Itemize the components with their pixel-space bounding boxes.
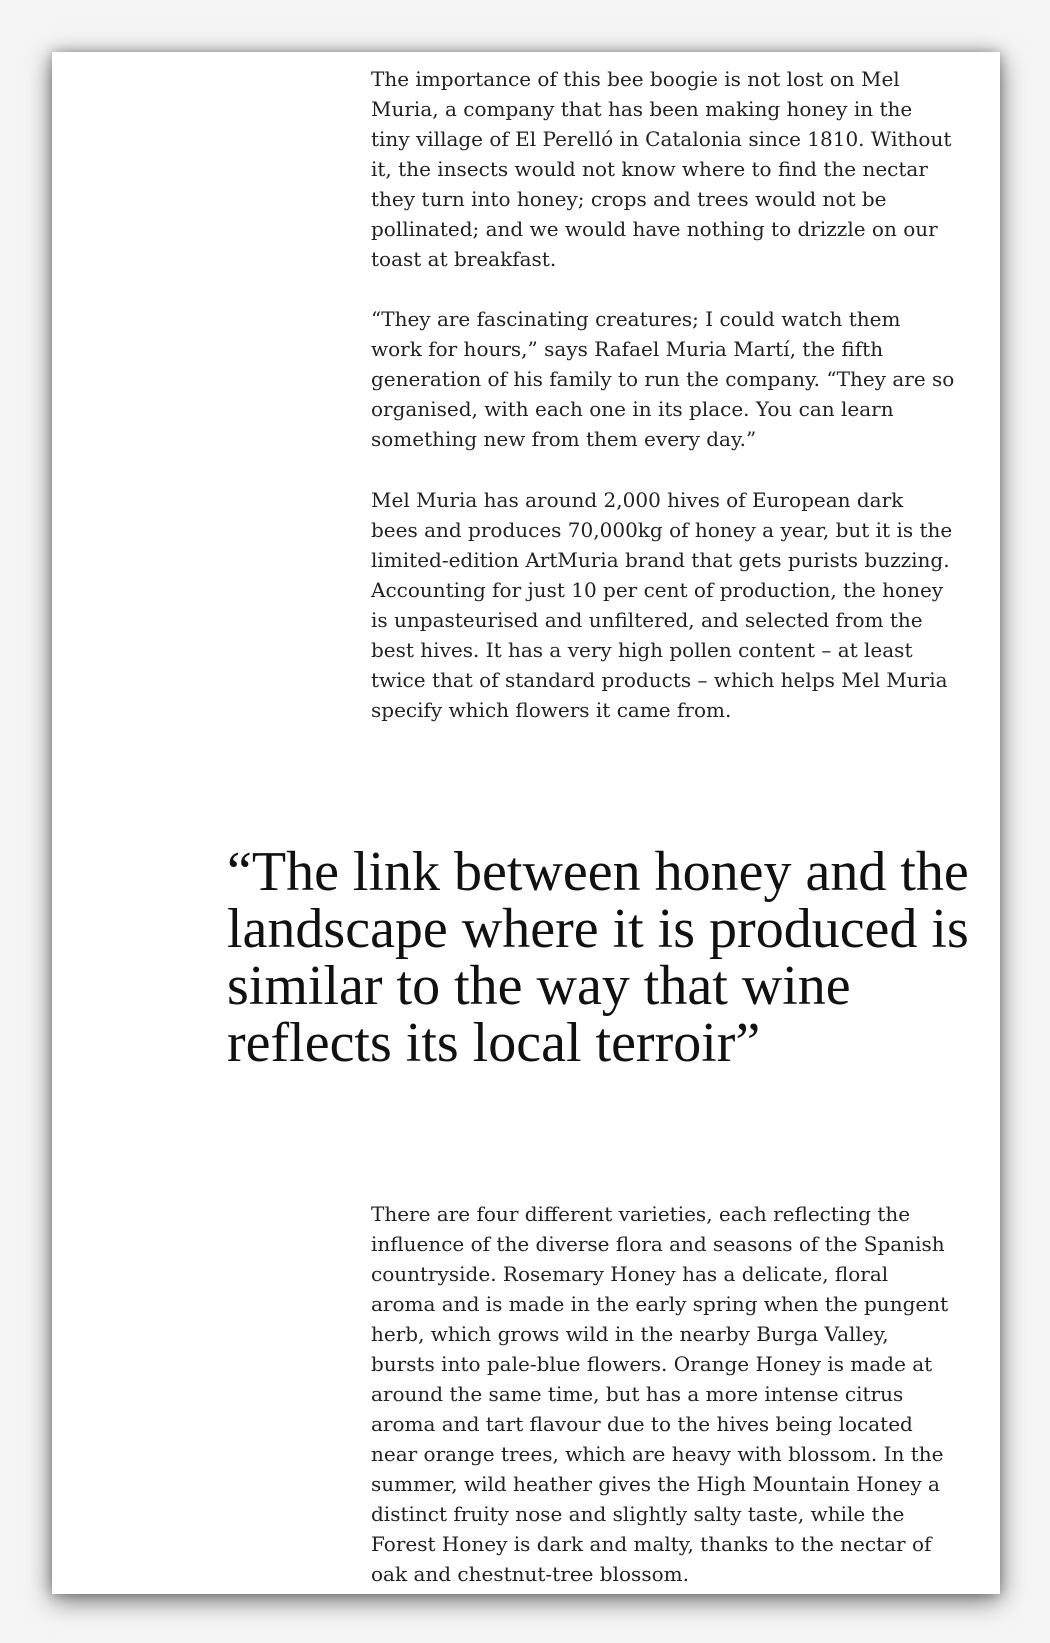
article-paragraph-4: There are four different varieties, each reflecting the influence of the diverse flora and seasons of the Spanish countryside. Rosemary Honey has a delicate, floral aroma and is made in the early spring when the pungent herb, which grows wild in the nearby Burga Valley, bursts into pale-blue flowers. Orange Honey is made at around the same time, but has a more intense citrus aroma and tart flavour due to the hives being located near orange trees, which are heavy with blossom. In the summer, wild heather gives the High Mountain Honey a distinct fruity nose and slightly salty taste, while the Forest Honey is dark and malty, thanks to the nectar of oak and chestnut-tree blossom.: [371, 1202, 949, 1586]
article-paragraph-2: “They are fascinating creatures; I could watch them work for hours,” says Rafael Muria Martí, the fifth generation of his family to run the company. “They are so organised, with each one in its place. You can learn something new from them every day.”: [371, 307, 955, 451]
article-paragraph-1: The importance of this bee boogie is not lost on Mel Muria, a company that has been making honey in the tiny village of El Perelló in Catalonia since 1810. Without it, the insects would not know where to find the nectar they turn into honey; crops and trees would not be pollinated; and we would have nothing to drizzle on our toast at breakfast.: [371, 67, 952, 271]
article-page: [52, 52, 1000, 1594]
article-paragraph-3: Mel Muria has around 2,000 hives of European dark bees and produces 70,000kg of honey a year, but it is the limited-edition ArtMuria brand that gets purists buzzing. Accounting for just 10 per cent of production, the honey is unpasteurised and unfiltered, and selected from the best hives. It has a very high pollen content – at least twice that of standard products – which helps Mel Muria specify which flowers it came from.: [371, 488, 953, 722]
pull-quote: “The link between honey and the landscape where it is produced is similar to the way that wine reflects its local terroir”: [227, 841, 969, 1074]
